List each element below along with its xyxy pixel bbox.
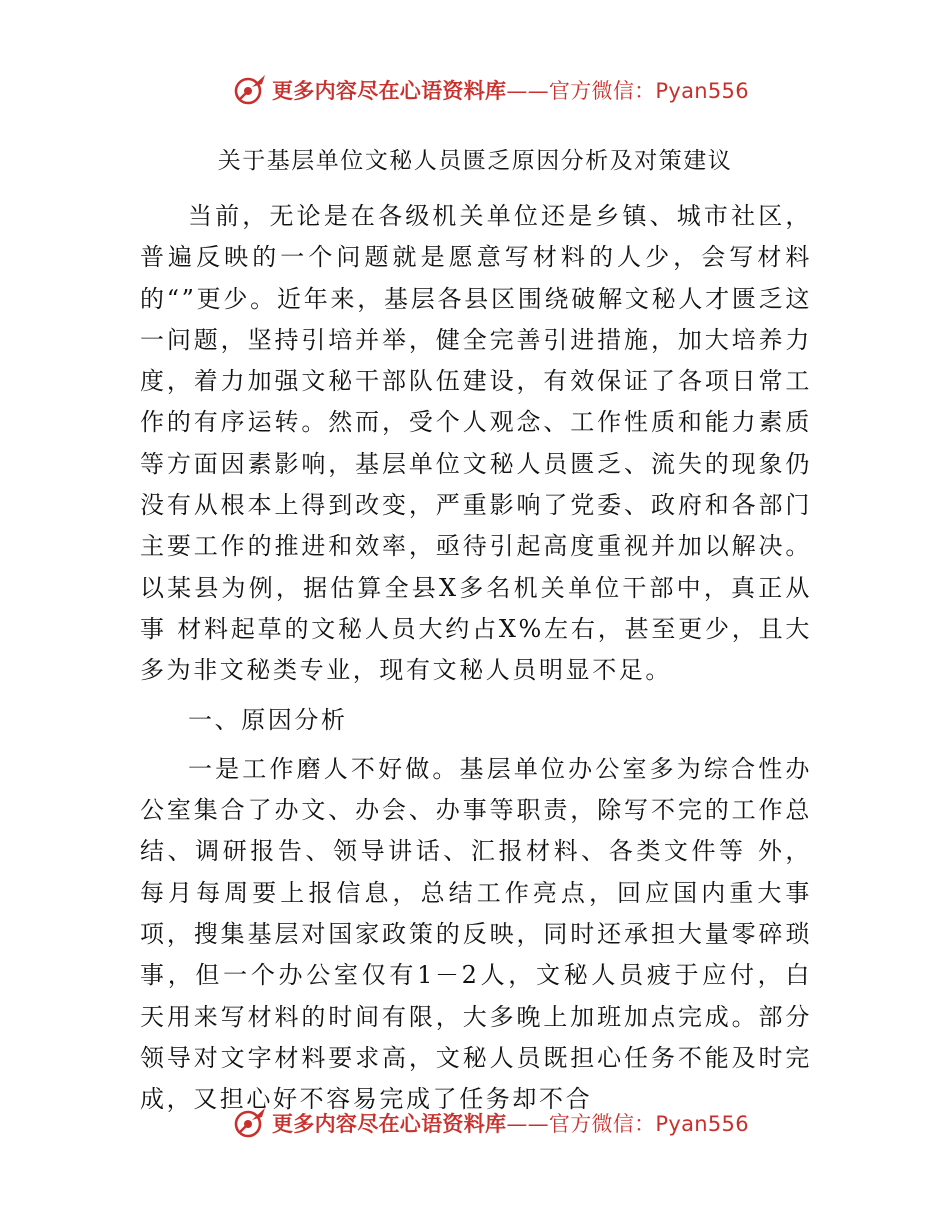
document-title: 关于基层单位文秘人员匮乏原因分析及对策建议 (217, 148, 733, 174)
quill-pen-logo-icon (232, 72, 268, 108)
quill-pen-logo-icon (232, 1105, 268, 1141)
body-paragraph: 一是工作磨人不好做。基层单位办公室多为综合性办公室集合了办文、办会、办事等职责，除写不完的工作总结、调研报告、领导讲话、汇报材料、各类文件等 外，每月每周要上报信息，总结工作亮点，回应国内重大事项，搜集基层对国家政策的反映，同时还承担大量零碎琐事，但一个办公室仅有1－2人，文秘人员疲于应付，白天用来写材料的时间有限，大多晚上加班加点完成。部分领导对文字材料要求高，文秘人员既担心任务不能及时完成，又担心好不容易完成了任务却不合 (140, 754, 812, 1114)
intro-paragraph: 当前，无论是在各级机关单位还是乡镇、城市社区，普遍反映的一个问题就是愿意写材料的人少，会写材料的“”更少。近年来，基层各县区围绕破解文秘人才匮乏这一问题，坚持引培并举，健全完善引进措施，加大培养力度，着力加强文秘干部队伍建设，有效保证了各项日常工作的有序运转。然而，受个人观念、工作性质和能力素质等方面因素影响，基层单位文秘人员匮乏、流失的现象仍没有从根本上得到改变，严重影响了党委、政府和各部门主要工作的推进和效率，亟待引起高度重视并加以解决。以某县为例，据估算全县X多名机关单位干部中，真正从事 材料起草的文秘人员大约占X%左右，甚至更少，且大多为非文秘类专业，现有文秘人员明显不足。 (140, 202, 812, 685)
banner-brand: 更多内容尽在心语资料库 (272, 1112, 507, 1136)
banner-wechat: 官方微信：Pyan556 (548, 1112, 749, 1136)
document-body (140, 196, 812, 1121)
section-heading: 一、原因分析 (188, 705, 348, 734)
banner-separator: —— (506, 1112, 549, 1136)
header-banner (232, 70, 752, 110)
banner-wechat: 官方微信：Pyan556 (548, 79, 749, 103)
banner-text (272, 75, 749, 105)
banner-brand: 更多内容尽在心语资料库 (272, 79, 507, 103)
banner-separator: —— (506, 79, 549, 103)
footer-banner (232, 1103, 752, 1143)
banner-text (272, 1108, 749, 1138)
